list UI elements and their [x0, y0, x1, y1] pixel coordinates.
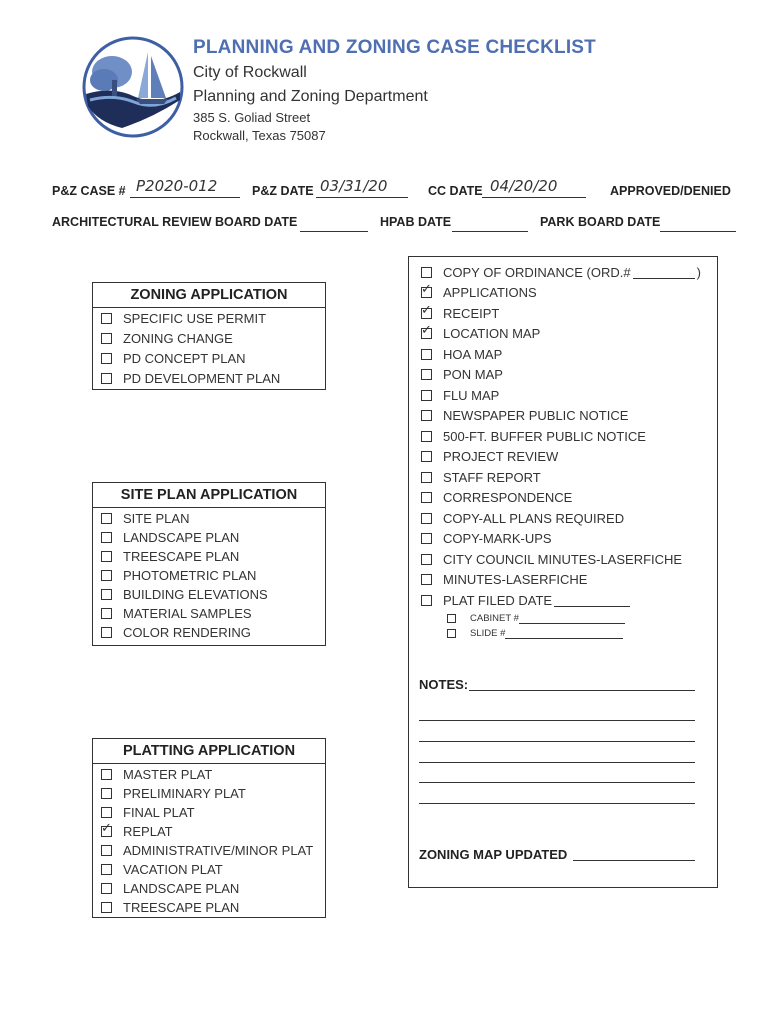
checklist-item[interactable]: NEWSPAPER PUBLIC NOTICE [421, 408, 628, 423]
checkbox-checked[interactable] [421, 328, 432, 339]
page-title: PLANNING AND ZONING CASE CHECKLIST [193, 37, 596, 58]
checkbox[interactable] [421, 410, 432, 421]
pz-date-field[interactable] [316, 177, 408, 198]
checkbox[interactable] [421, 492, 432, 503]
city-name: City of Rockwall [193, 64, 307, 81]
street-address: 385 S. Goliad Street [193, 110, 311, 125]
checklist-item[interactable]: STAFF REPORT [421, 470, 541, 485]
hpab-date-field[interactable] [452, 215, 528, 232]
notes-line[interactable] [419, 762, 695, 763]
arch-board-label: ARCHITECTURAL REVIEW BOARD DATE [52, 215, 298, 229]
checklist-item[interactable]: ✓ RECEIPT [421, 306, 499, 321]
zoning-map-updated-field[interactable] [573, 860, 695, 861]
checkbox[interactable] [101, 333, 112, 344]
ordinance-number-field[interactable] [633, 267, 695, 279]
platting-item[interactable]: TREESCAPE PLAN [101, 900, 239, 915]
checkbox[interactable] [421, 595, 432, 606]
park-board-label: PARK BOARD DATE [540, 215, 661, 229]
checklist-subitem-cabinet[interactable]: CABINET # [447, 613, 625, 624]
zoning-application-box [92, 282, 326, 390]
pz-date-value: 03/31/20 [320, 177, 388, 195]
site-plan-application-title: SITE PLAN APPLICATION [93, 483, 325, 508]
checkbox-checked[interactable] [101, 826, 112, 837]
checklist-item[interactable]: ✓ LOCATION MAP [421, 326, 540, 341]
checklist-box [408, 256, 718, 888]
zoning-item[interactable]: SPECIFIC USE PERMIT [101, 311, 266, 326]
platting-item[interactable]: PRELIMINARY PLAT [101, 786, 246, 801]
checkbox[interactable] [421, 513, 432, 524]
checkbox[interactable] [101, 608, 112, 619]
platting-item[interactable]: ADMINISTRATIVE/MINOR PLAT [101, 843, 313, 858]
checklist-item[interactable]: MINUTES-LASERFICHE [421, 572, 587, 587]
pz-date-label: P&Z DATE [252, 184, 314, 198]
checkbox[interactable] [421, 431, 432, 442]
zoning-item[interactable]: ZONING CHANGE [101, 331, 233, 346]
cc-date-label: CC DATE [428, 184, 483, 198]
checklist-item[interactable]: 500-FT. BUFFER PUBLIC NOTICE [421, 429, 646, 444]
notes-line[interactable] [419, 782, 695, 783]
approved-denied-label: APPROVED/DENIED [610, 184, 731, 198]
arch-board-date-field[interactable] [300, 215, 368, 232]
checkbox[interactable] [101, 313, 112, 324]
checkbox[interactable] [101, 589, 112, 600]
plat-filed-date-field[interactable] [554, 595, 630, 607]
checkbox[interactable] [421, 554, 432, 565]
city-state: Rockwall, Texas 75087 [193, 128, 326, 143]
checkbox[interactable] [447, 614, 456, 623]
checklist-item-ordinance[interactable]: COPY OF ORDINANCE (ORD.# ) [421, 265, 701, 280]
checkbox[interactable] [101, 373, 112, 384]
checkbox[interactable] [421, 369, 432, 380]
checkbox[interactable] [101, 788, 112, 799]
pz-case-field[interactable] [130, 177, 240, 198]
checkbox[interactable] [101, 570, 112, 581]
checkbox[interactable] [447, 629, 456, 638]
checklist-item[interactable]: COPY-ALL PLANS REQUIRED [421, 511, 624, 526]
checkbox[interactable] [421, 349, 432, 360]
slide-number-field[interactable] [505, 629, 623, 639]
notes-line[interactable] [469, 690, 695, 691]
checklist-subitem-slide[interactable]: SLIDE # [447, 628, 623, 639]
park-board-date-field[interactable] [660, 215, 736, 232]
site-plan-item[interactable]: MATERIAL SAMPLES [101, 606, 252, 621]
platting-item[interactable]: FINAL PLAT [101, 805, 195, 820]
checkbox[interactable] [101, 864, 112, 875]
checkbox[interactable] [421, 267, 432, 278]
site-plan-application-box [92, 482, 326, 646]
checkbox[interactable] [421, 390, 432, 401]
checkbox[interactable] [421, 574, 432, 585]
checkbox-checked[interactable] [421, 308, 432, 319]
checklist-item[interactable]: FLU MAP [421, 388, 499, 403]
checkbox[interactable] [101, 807, 112, 818]
checkbox[interactable] [101, 551, 112, 562]
site-plan-item[interactable]: SITE PLAN [101, 511, 189, 526]
checkbox[interactable] [421, 472, 432, 483]
cc-date-value: 04/20/20 [490, 177, 558, 195]
zoning-item[interactable]: PD DEVELOPMENT PLAN [101, 371, 280, 386]
notes-line[interactable] [419, 720, 695, 721]
checkbox[interactable] [421, 533, 432, 544]
checkbox-checked[interactable] [421, 287, 432, 298]
city-logo [82, 36, 184, 138]
site-plan-item[interactable]: BUILDING ELEVATIONS [101, 587, 268, 602]
platting-item[interactable]: LANDSCAPE PLAN [101, 881, 239, 896]
platting-application-box [92, 738, 326, 918]
notes-line[interactable] [419, 803, 695, 804]
checkbox[interactable] [101, 353, 112, 364]
checklist-item[interactable]: HOA MAP [421, 347, 502, 362]
zoning-application-title: ZONING APPLICATION [93, 283, 325, 308]
platting-item[interactable]: ✓ REPLAT [101, 824, 173, 839]
checkbox[interactable] [101, 845, 112, 856]
site-plan-item[interactable]: LANDSCAPE PLAN [101, 530, 239, 545]
site-plan-item[interactable]: TREESCAPE PLAN [101, 549, 239, 564]
checkbox[interactable] [101, 769, 112, 780]
checkbox[interactable] [101, 532, 112, 543]
pz-case-label: P&Z CASE # [52, 184, 126, 198]
platting-item[interactable]: MASTER PLAT [101, 767, 212, 782]
checklist-item[interactable]: CORRESPONDENCE [421, 490, 572, 505]
checkbox[interactable] [421, 451, 432, 462]
zoning-item[interactable]: PD CONCEPT PLAN [101, 351, 246, 366]
site-plan-item[interactable]: PHOTOMETRIC PLAN [101, 568, 256, 583]
hpab-label: HPAB DATE [380, 215, 452, 229]
platting-application-title: PLATTING APPLICATION [93, 739, 325, 764]
department-name: Planning and Zoning Department [193, 88, 428, 105]
pz-case-value: P2020-012 [136, 177, 218, 195]
cc-date-field[interactable] [482, 177, 586, 198]
site-plan-item[interactable]: COLOR RENDERING [101, 625, 251, 640]
checklist-item-plat-filed[interactable]: PLAT FILED DATE [421, 593, 630, 608]
checkbox[interactable] [101, 883, 112, 894]
platting-item[interactable]: VACATION PLAT [101, 862, 223, 877]
notes-line[interactable] [419, 741, 695, 742]
checklist-item[interactable]: PON MAP [421, 367, 503, 382]
checkbox[interactable] [101, 513, 112, 524]
checklist-item[interactable]: PROJECT REVIEW [421, 449, 558, 464]
checkbox[interactable] [101, 902, 112, 913]
notes-label: NOTES: [419, 677, 469, 692]
cabinet-number-field[interactable] [519, 614, 625, 624]
checklist-item[interactable]: COPY-MARK-UPS [421, 531, 552, 546]
checklist-item[interactable]: ✓ APPLICATIONS [421, 285, 537, 300]
checkbox[interactable] [101, 627, 112, 638]
zoning-map-updated-label: ZONING MAP UPDATED [419, 847, 568, 862]
checklist-item[interactable]: CITY COUNCIL MINUTES-LASERFICHE [421, 552, 682, 567]
